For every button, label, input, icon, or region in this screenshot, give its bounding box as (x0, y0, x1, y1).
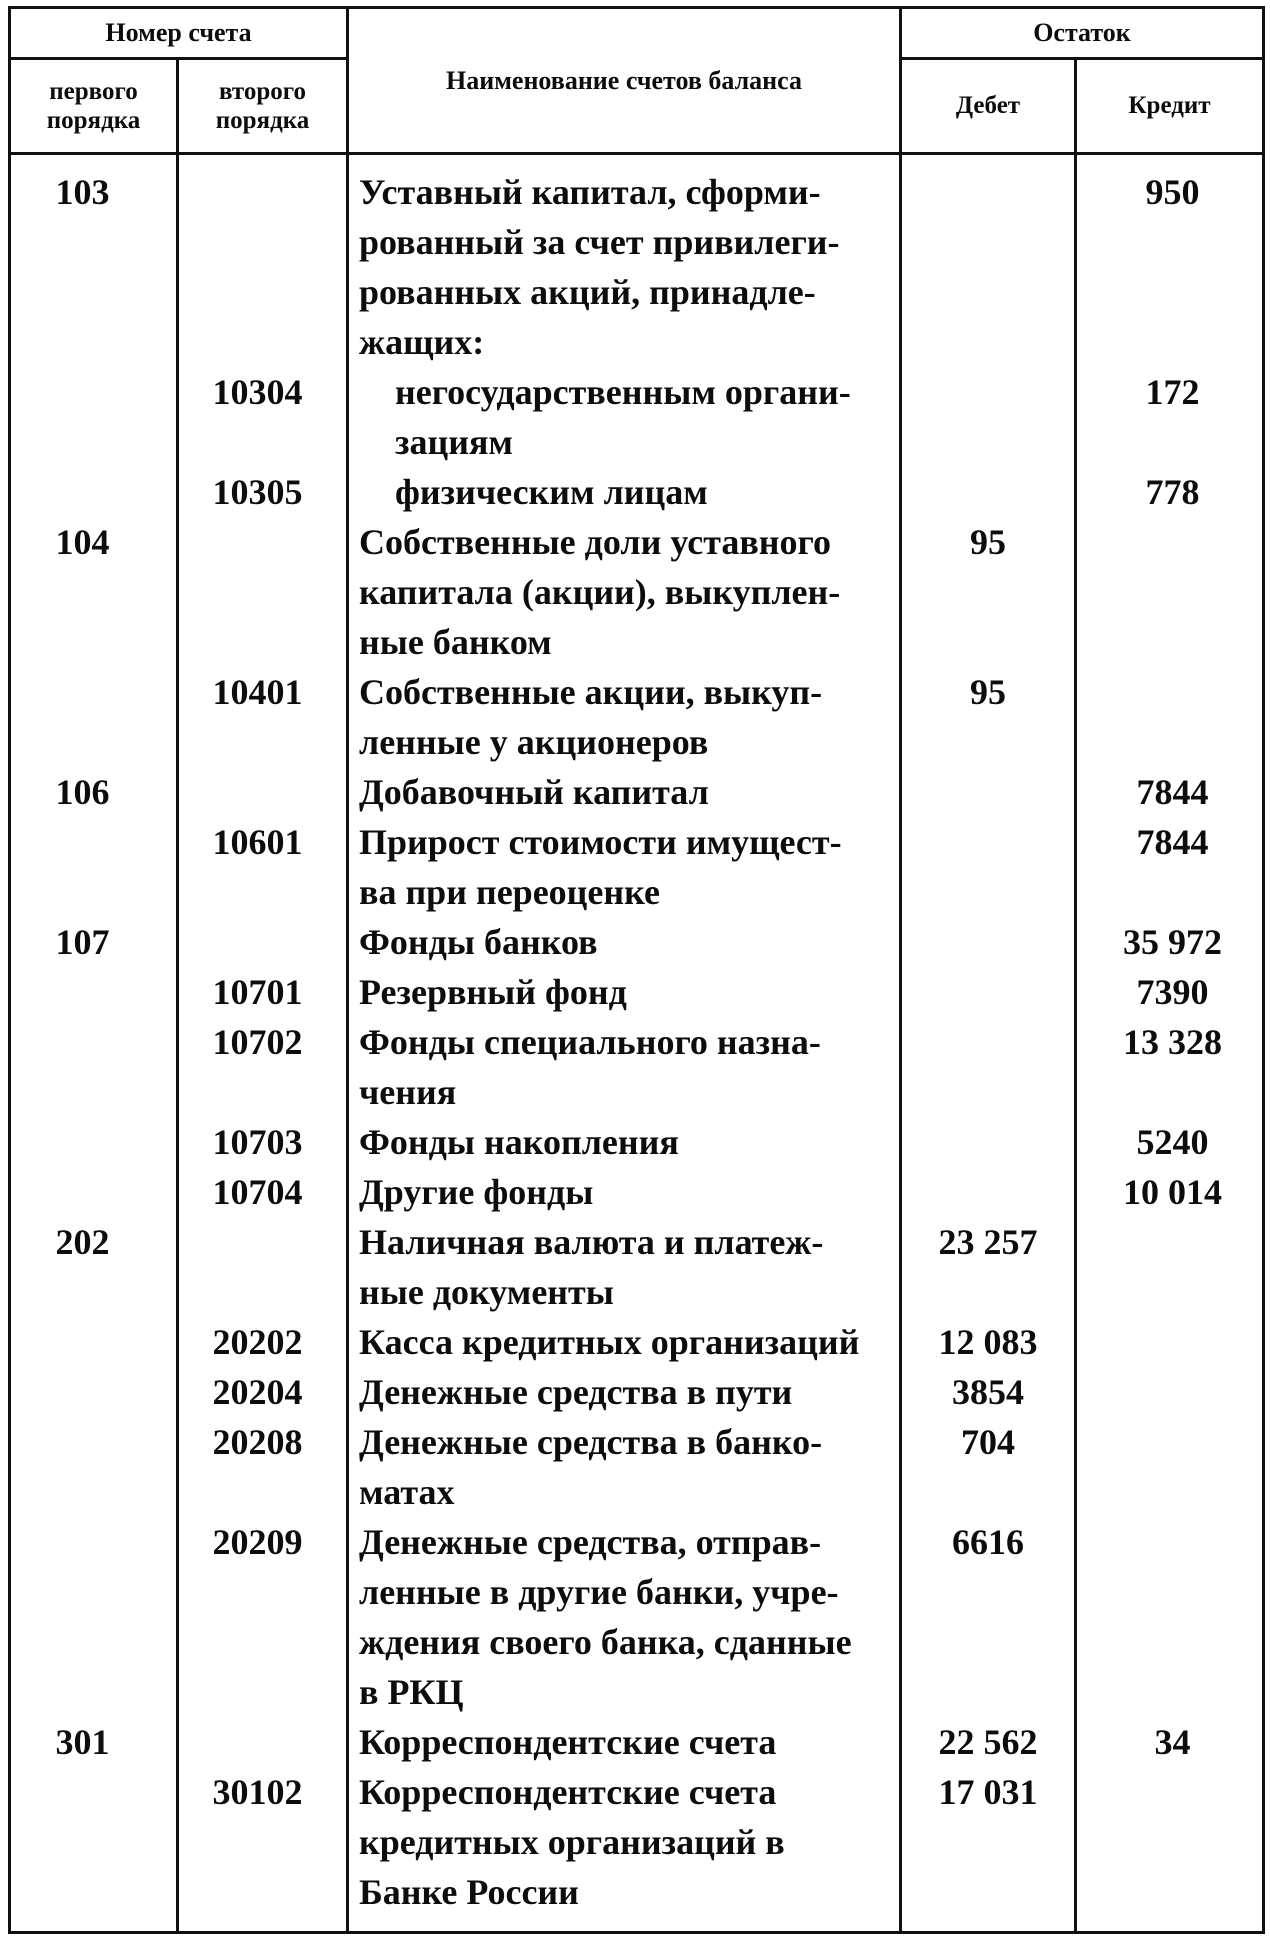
table-row (10, 817, 1264, 917)
account-name-cell (348, 767, 901, 817)
debit-amount-cell (901, 967, 1076, 1017)
account-name-cell (348, 1167, 901, 1217)
account-name-line: Собственные акции, выкуп- (359, 672, 823, 712)
credit-amount-cell: 34 (1076, 1717, 1264, 1767)
first-order-line: порядка (46, 107, 141, 134)
second-order-account-cell (178, 767, 348, 817)
table-row (10, 767, 1264, 817)
debit-amount-cell: 23 257 (901, 1217, 1076, 1317)
account-name-cell (348, 967, 901, 1017)
credit-amount-cell: 35 972 (1076, 917, 1264, 967)
second-order-account-cell: 30102 (178, 1767, 348, 1933)
credit-amount-cell (1076, 1767, 1264, 1933)
table-row (10, 967, 1264, 1017)
first-order-account-cell (10, 1767, 178, 1933)
account-name-cell (348, 917, 901, 967)
second-order-account-cell (178, 1717, 348, 1767)
account-name-line: ные банком (359, 622, 552, 662)
account-name-cell (348, 154, 901, 368)
table-row (10, 917, 1264, 967)
account-name-line: Корреспондентские счета (359, 1722, 777, 1762)
account-number-header: Номер счета (10, 8, 348, 59)
account-name-line: матах (359, 1472, 455, 1512)
debit-amount-cell: 17 031 (901, 1767, 1076, 1933)
account-name-line: жащих: (359, 322, 485, 362)
second-order-account-cell: 10702 (178, 1017, 348, 1117)
first-order-account-cell (10, 817, 178, 917)
account-name-cell (348, 1517, 901, 1717)
second-order-line: второго (219, 77, 306, 105)
second-order-account-cell: 20209 (178, 1517, 348, 1717)
account-name-line: чения (359, 1072, 457, 1112)
second-order-account-cell: 10601 (178, 817, 348, 917)
credit-amount-cell: 7844 (1076, 767, 1264, 817)
account-name-line: капитала (акции), выкуплен- (359, 572, 841, 612)
account-name-line: ленные в другие банки, учре- (359, 1572, 839, 1612)
debit-amount-cell: 22 562 (901, 1717, 1076, 1767)
first-order-account-cell (10, 1317, 178, 1367)
account-name-cell (348, 1017, 901, 1117)
debit-amount-cell (901, 1017, 1076, 1117)
credit-amount-cell (1076, 1517, 1264, 1717)
account-name-line: Фонды специального назна- (359, 1022, 821, 1062)
first-order-account-cell (10, 1417, 178, 1517)
first-order-account-cell (10, 467, 178, 517)
account-name-line: Фонды банков (359, 922, 598, 962)
account-name-line: ленные у акционеров (359, 722, 709, 762)
account-name-line: рованный за счет привилеги- (359, 222, 840, 262)
credit-amount-cell: 7390 (1076, 967, 1264, 1017)
credit-amount-cell (1076, 1217, 1264, 1317)
account-name-line: зациям (395, 422, 513, 462)
account-name-line: Денежные средства в банко- (359, 1422, 823, 1462)
account-name-line: Уставный капитал, сформи- (359, 172, 821, 212)
credit-amount-cell (1076, 517, 1264, 667)
debit-amount-cell: 704 (901, 1417, 1076, 1517)
first-order-account-cell: 301 (10, 1717, 178, 1767)
second-order-account-cell: 10304 (178, 367, 348, 467)
account-name-line: Фонды накопления (359, 1122, 679, 1162)
first-order-account-cell (10, 1017, 178, 1117)
first-order-account-cell: 107 (10, 917, 178, 967)
table-row (10, 1117, 1264, 1167)
first-order-account-cell (10, 1117, 178, 1167)
account-name-line: Добавочный капитал (359, 772, 709, 812)
table-header (10, 8, 1264, 154)
account-name-cell (348, 817, 901, 917)
second-order-header (178, 59, 348, 154)
account-name-cell (348, 1117, 901, 1167)
credit-amount-cell (1076, 667, 1264, 767)
credit-amount-cell: 778 (1076, 467, 1264, 517)
first-order-account-cell (10, 1367, 178, 1417)
table-row (10, 367, 1264, 467)
table-row (10, 1517, 1264, 1717)
account-name-line: Касса кредитных организаций (359, 1322, 860, 1362)
first-order-line: первого (49, 77, 138, 105)
table-row (10, 1367, 1264, 1417)
credit-amount-cell (1076, 1317, 1264, 1367)
second-order-account-cell: 10704 (178, 1167, 348, 1217)
second-order-account-cell (178, 517, 348, 667)
table-row (10, 1767, 1264, 1933)
second-order-account-cell: 10305 (178, 467, 348, 517)
account-name-cell (348, 667, 901, 767)
first-order-account-cell: 104 (10, 517, 178, 667)
debit-amount-cell (901, 367, 1076, 467)
account-name-header: Наименование счетов баланса (348, 8, 901, 154)
debit-amount-cell: 12 083 (901, 1317, 1076, 1367)
account-name-line: Денежные средства, отправ- (359, 1522, 822, 1562)
second-order-account-cell: 10701 (178, 967, 348, 1017)
account-name-line: Корреспондентские счета (359, 1772, 777, 1812)
credit-amount-cell: 172 (1076, 367, 1264, 467)
credit-amount-cell: 5240 (1076, 1117, 1264, 1167)
debit-amount-cell (901, 1167, 1076, 1217)
account-name-line: ва при переоценке (359, 872, 660, 912)
second-order-account-cell: 20202 (178, 1317, 348, 1367)
credit-amount-cell: 950 (1076, 154, 1264, 368)
account-name-cell (348, 1717, 901, 1767)
account-name-line: Прирост стоимости имущест- (359, 822, 842, 862)
credit-header: Кредит (1076, 59, 1264, 154)
debit-amount-cell (901, 767, 1076, 817)
account-name-line: в РКЦ (359, 1672, 464, 1712)
account-name-line: Другие фонды (359, 1172, 594, 1212)
debit-amount-cell (901, 467, 1076, 517)
account-name-cell (348, 1217, 901, 1317)
account-name-cell (348, 367, 901, 467)
debit-amount-cell: 95 (901, 667, 1076, 767)
credit-amount-cell: 7844 (1076, 817, 1264, 917)
table-row (10, 1717, 1264, 1767)
first-order-account-cell: 202 (10, 1217, 178, 1317)
debit-amount-cell (901, 917, 1076, 967)
first-order-account-cell (10, 1167, 178, 1217)
balance-header: Остаток (901, 8, 1264, 59)
account-name-line: Наличная валюта и платеж- (359, 1222, 824, 1262)
debit-amount-cell (901, 154, 1076, 368)
table-row (10, 517, 1264, 667)
account-name-line: физическим лицам (395, 472, 708, 512)
table-row (10, 467, 1264, 517)
table-row (10, 1217, 1264, 1317)
account-name-line: Резервный фонд (359, 972, 627, 1012)
account-name-line: кредитных организаций в (359, 1822, 785, 1862)
debit-header: Дебет (901, 59, 1076, 154)
first-order-account-cell (10, 967, 178, 1017)
account-name-line: рованных акций, принадле- (359, 272, 816, 312)
second-order-account-cell: 20208 (178, 1417, 348, 1517)
balance-sheet-page (8, 6, 1262, 1934)
second-order-account-cell (178, 154, 348, 368)
table-row (10, 154, 1264, 368)
account-name-line: Собственные доли уставного (359, 522, 831, 562)
first-order-account-cell (10, 667, 178, 767)
account-name-cell (348, 1367, 901, 1417)
second-order-account-cell (178, 1217, 348, 1317)
account-name-line: Денежные средства в пути (359, 1372, 793, 1412)
first-order-account-cell (10, 1517, 178, 1717)
second-order-account-cell: 10401 (178, 667, 348, 767)
table-row (10, 1017, 1264, 1117)
second-order-account-cell: 20204 (178, 1367, 348, 1417)
table-body (10, 154, 1264, 1933)
debit-amount-cell (901, 817, 1076, 917)
debit-amount-cell (901, 1117, 1076, 1167)
debit-amount-cell: 6616 (901, 1517, 1076, 1717)
first-order-account-cell: 106 (10, 767, 178, 817)
first-order-header (10, 59, 178, 154)
account-name-cell (348, 517, 901, 667)
second-order-account-cell (178, 917, 348, 967)
table-row (10, 1167, 1264, 1217)
debit-amount-cell: 3854 (901, 1367, 1076, 1417)
account-name-cell (348, 1767, 901, 1933)
account-name-cell (348, 1417, 901, 1517)
credit-amount-cell (1076, 1417, 1264, 1517)
table-row (10, 667, 1264, 767)
first-order-account-cell: 103 (10, 154, 178, 368)
account-name-line: ные документы (359, 1272, 614, 1312)
balance-accounts-table (8, 6, 1265, 1934)
account-name-line: ждения своего банка, сданные (359, 1622, 852, 1662)
table-row (10, 1417, 1264, 1517)
account-name-cell (348, 467, 901, 517)
debit-amount-cell: 95 (901, 517, 1076, 667)
credit-amount-cell: 10 014 (1076, 1167, 1264, 1217)
first-order-account-cell (10, 367, 178, 467)
second-order-line: порядка (215, 107, 310, 134)
account-name-line: негосударственным органи- (395, 372, 851, 412)
account-name-cell (348, 1317, 901, 1367)
second-order-account-cell: 10703 (178, 1117, 348, 1167)
table-row (10, 1317, 1264, 1367)
credit-amount-cell (1076, 1367, 1264, 1417)
credit-amount-cell: 13 328 (1076, 1017, 1264, 1117)
account-name-line: Банке России (359, 1872, 579, 1912)
